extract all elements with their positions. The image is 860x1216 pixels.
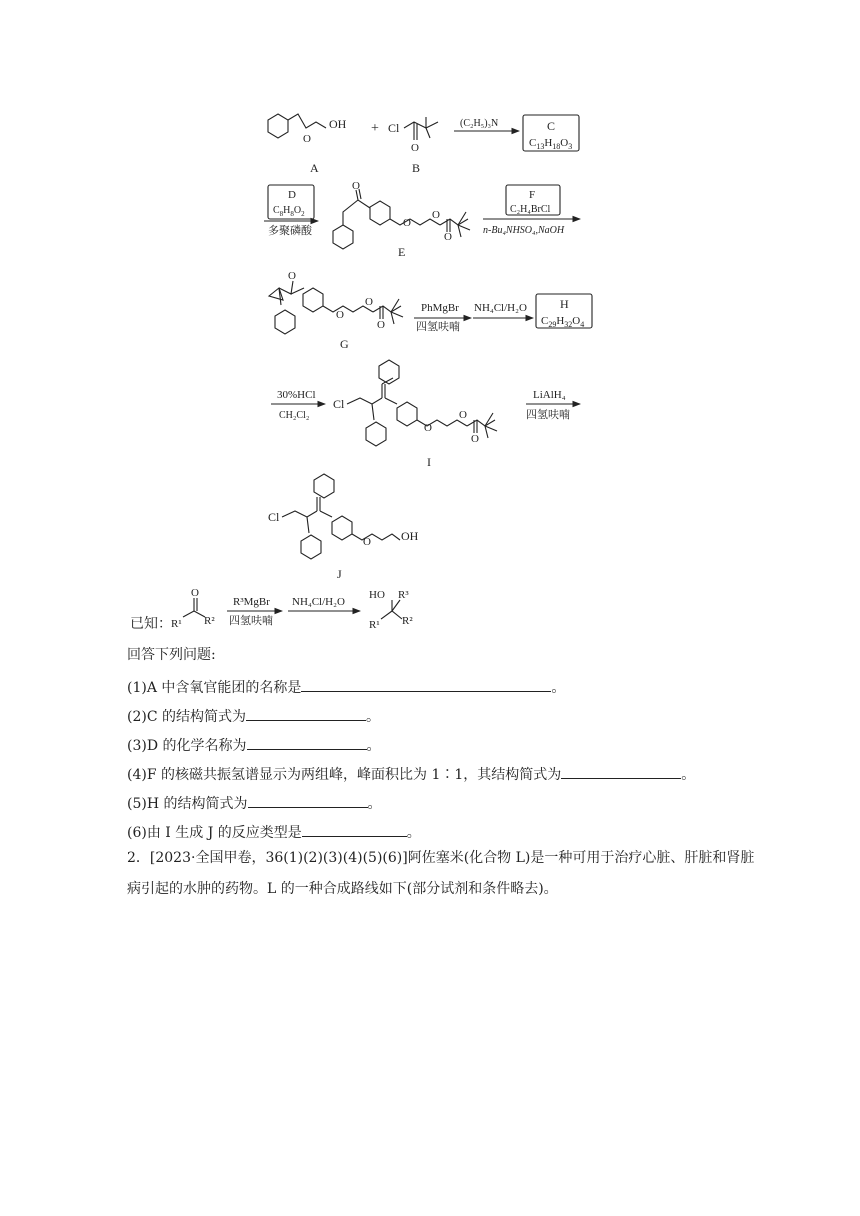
- compound-a-structure: [268, 114, 326, 138]
- question-3-text: (3)D 的化学名称为: [127, 738, 247, 754]
- known-nh4cl: NH₄Cl/H₂O: [292, 596, 345, 608]
- known-r1-product: R¹: [369, 619, 380, 631]
- i-carbonyl-o: O: [471, 433, 479, 445]
- known-alcohol: [381, 600, 402, 619]
- e-ketone-o: O: [352, 180, 360, 192]
- compound-c-label: C: [547, 119, 556, 133]
- question-6-end: 。: [406, 825, 421, 841]
- reagent-triethylamine: (C₂H₅)₃N: [460, 118, 499, 129]
- compound-j-structure: [282, 474, 400, 559]
- g-ester-o: O: [365, 296, 373, 308]
- compound-f-label: F: [529, 189, 536, 201]
- e-ester-o: O: [432, 209, 440, 221]
- question-5-text: (5)H 的结构简式为: [127, 796, 248, 812]
- compound-h-label: H: [560, 297, 569, 311]
- compound-a-label: A: [310, 161, 319, 175]
- question-4-text: (4)F 的核磁共振氢谱显示为两组峰，峰面积比为 1∶1，其结构简式为: [127, 767, 562, 783]
- known-r1: R¹: [171, 618, 182, 630]
- reagent-nh4cl: NH₄Cl/H₂O: [474, 302, 527, 314]
- a-o-label: O: [303, 133, 311, 145]
- question-3-end: 。: [366, 738, 381, 754]
- compound-h-formula: $C_{29}H_{32}O_4$: [541, 315, 585, 329]
- question-4-end: 。: [681, 767, 696, 783]
- j-oh-label: OH: [401, 529, 419, 543]
- compound-f-formula: C₂H₄BrCl: [510, 204, 551, 215]
- answer-blank-6[interactable]: [302, 822, 407, 837]
- reagent-phmgbr: PhMgBr: [421, 302, 459, 314]
- compound-d-formula: $C_8H_8O_2$: [273, 205, 305, 218]
- reagent-dcm: CH₂Cl₂: [279, 410, 310, 421]
- compound-b-structure: [404, 117, 438, 140]
- question-5: [127, 793, 382, 813]
- known-thf: 四氢呋喃: [229, 615, 273, 627]
- g-ketone-o: O: [288, 270, 296, 282]
- question-1: [127, 677, 565, 697]
- reagent-hcl: 30%HCl: [277, 389, 316, 401]
- questions-intro: 回答下列问题:: [127, 647, 216, 663]
- j-ether-o: O: [363, 536, 371, 548]
- question-2-text: (2)C 的结构简式为: [127, 709, 246, 725]
- known-grignard: R³MgBr: [233, 596, 270, 608]
- j-cl-label: Cl: [268, 510, 280, 524]
- e-carbonyl-o: O: [444, 231, 452, 243]
- answer-blank-2[interactable]: [246, 706, 366, 721]
- compound-i-label: I: [427, 455, 431, 469]
- answer-blank-5[interactable]: [248, 793, 368, 808]
- compound-d-label: D: [288, 189, 296, 201]
- reagent-thf-2: 四氢呋喃: [526, 409, 570, 421]
- answer-blank-1[interactable]: [301, 677, 551, 692]
- compound-b-label: B: [412, 161, 421, 175]
- known-ho: HO: [369, 589, 385, 601]
- question-6: [127, 822, 421, 842]
- known-o: O: [191, 587, 199, 599]
- question-1-text: (1)A 中含氧官能团的名称是: [127, 680, 302, 696]
- known-r2-product: R²: [402, 615, 413, 627]
- reagent-thf: 四氢呋喃: [416, 321, 460, 333]
- compound-e-label: E: [398, 245, 406, 259]
- i-cl-label: Cl: [333, 397, 345, 411]
- i-ether-o: O: [424, 422, 432, 434]
- question-1-end: 。: [551, 680, 566, 696]
- compound-g-label: G: [340, 337, 349, 351]
- g-ether-o: O: [336, 309, 344, 321]
- question-4: [127, 764, 695, 784]
- question-3: [127, 735, 381, 755]
- known-r3-product: R³: [398, 589, 409, 601]
- reagent-ppa: 多聚磷酸: [268, 225, 312, 237]
- b-cl-label: Cl: [388, 121, 400, 135]
- known-ketone: [183, 598, 205, 617]
- question-2-end: 。: [366, 709, 380, 725]
- g-carbonyl-o: O: [377, 319, 385, 331]
- e-ether-o: O: [403, 217, 411, 229]
- i-ester-o: O: [459, 409, 467, 421]
- b-o-label: O: [411, 142, 419, 154]
- plus-sign: +: [371, 121, 379, 136]
- question-6-text: (6)由 I 生成 J 的反应类型是: [127, 825, 302, 841]
- a-oh-label: OH: [329, 117, 347, 131]
- reagent-ptc: n-Bu₄NHSO₄,NaOH: [483, 225, 565, 236]
- answer-blank-3[interactable]: [247, 735, 367, 750]
- reagent-lialh4: LiAlH₄: [533, 389, 566, 401]
- problem-2-text: 2．[2023·全国甲卷，36(1)(2)(3)(4)(5)(6)]阿佐塞米(化合物 L)是一种可用于治疗心脏、肝脏和肾脏病引起的水肿的药物。L 的一种合成路线如下(部分试剂和条件略去)。: [127, 850, 755, 897]
- question-2: [127, 706, 380, 726]
- question-5-end: 。: [367, 796, 382, 812]
- compound-j-label: J: [337, 567, 342, 581]
- known-label: 已知：: [130, 617, 172, 632]
- known-r2: R²: [204, 615, 215, 627]
- answer-blank-4[interactable]: [561, 764, 681, 779]
- compound-c-formula: $C_{13}H_{18}O_3$: [529, 137, 573, 151]
